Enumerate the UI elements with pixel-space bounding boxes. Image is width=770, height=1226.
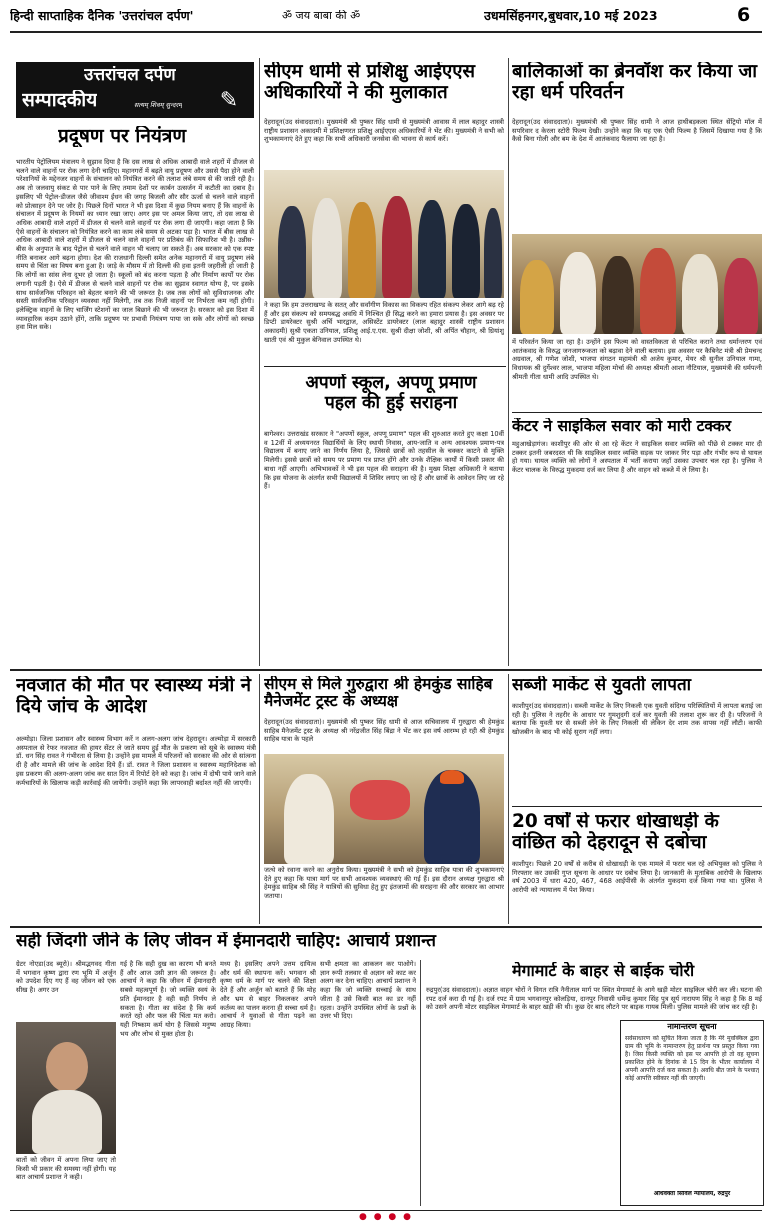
story8-headline: 20 वर्षों से फरार धोखाधड़ी के वांछित को देहरादून से दबोचा [512,812,719,853]
acharya-photo [16,1022,116,1154]
masthead-center: ॐ जय बाबा की ॐ [282,10,361,22]
story5-body: अल्मोड़ा। जिला प्रशासन और स्वास्थ्य विभाग करें न अलग-अलग जांच देहरादून। अल्मोड़ा में सरकारी अस्पताल से रेफर नवजात की हायर सेंटर ले जाते समय हुई मौत के प्रकरण को सूबे के स्वास्थ्य मंत्री डॉ. धन सिंह रावत ने गंभीरता से लिया है। उन्होंने इस मामले में परिजनों को सरकार की ओर से सांत्वना दी है और मामले की जांच के आदेश दिये हैं। डॉ. रावत ने जिला प्रशासन व स्वास्थ्य महानिदेशक को इस प्रकरण की अलग-अलग जांच कर सात दिन में रिपोर्ट देने को कहा है। जांच में दोषी पाये जाने वाले कर्मचारियों के खिलाफ कड़ी कार्रवाई की जायेगी। उन्होंने कहा कि लापरवाही बर्दाश्त नहीं की जाएगी। [16,735,256,787]
editorial-banner [16,62,254,118]
story10-headline: मेगामार्ट के बाहर से बाईक चोरी [512,962,695,980]
story5-headline: नवजात की मौत पर स्वास्थ्य मंत्री ने दिये जांच के आदेश [16,676,252,717]
story7-body: काशीपुर(उद संवाददाता)। सब्जी मार्केट के लिए निकली एक युवती संदिग्ध परिस्थितियों में लापता बताई जा रही है। पुलिस ने तहरीर के आधार पर गुमशुदगी दर्ज कर युवती की तलाश शुरू कर दी है। परिजनों ने बताया कि युवती घर से सब्जी लेने के लिए निकली थी लेकिन देर शाम तक वापस नहीं लौटी। काफी खोजबीन के बाद भी कोई सुराग नहीं लगा। [512,702,762,737]
editorial-body: भारतीय पेट्रोलियम मंत्रालय ने सुझाव दिया है कि दस लाख से अधिक आबादी वाले शहरों में डीजल से चलने वाले वाहनों पर रोक लगा देनी चाहिए। महानगरों में बढ़ते वायु प्रदूषण और उससे पैदा होने वाली परेशानियों के मद्देनजर वाहनों के संचालन को नियंत्रित करने की तलाश लंबे समय से की जाती रही है। अब तो जलवायु संकट से पार पाने के लिए तमाम देशों पर कार्बन उत्सर्जन में कटौती का दबाव है। इसलिए भी पेट्रोल-डीजल जैसे जीवाश्म ईंधन की जगह बिजली और सौर ऊर्जा से चलने वाले वाहनों को प्रोत्साहन देने पर जोर है। पिछले दिनों भारत ने भी इस दिशा में कुछ नियम बनाए हैं कि वाहनों के संचालन में प्रदूषण के नियमों का ध्यान रखा जाए। अगर इस पर अमल किया जाए, तो दस लाख से अधिक आबादी वाले शहरों में डीजल से चलने वाले वाहनों पर रोक लगा दी जाएगी। कहा जाता है कि ऐसे वाहनों के संचालन को नियंत्रित करने का काम लंबे समय से अटका पड़ा है। भारत में बीस लाख से अधिक आबादी वाले शहरों में डीजल से चलने वाले वाहनों पर प्रतिबंध की सिफारिश भी है। उन्नीस-बीस के अनुपात के बाद पेट्रोल से चलने वाले वाहन भी चलाए जा सकते हैं। अब सरकार को एक स्पष्ट नीति बनाकर आगे बढ़ना होगा। देश की राजधानी दिल्ली समेत अनेक महानगरों में वायु प्रदूषण लंबे समय से चिंता का विषय बना हुआ है। जाड़े के मौसम में तो दिल्ली की हवा इतनी जहरीली हो जाती है कि लोगों का सांस लेना दूभर हो जाता है। स्कूलों को बंद करना पड़ता है और निर्माण कार्यों पर रोक लगानी पड़ती है। ऐसे में डीजल से चलने वाले वाहनों पर रोक का सुझाव स्वागत योग्य है, पर इसके साथ सार्वजनिक परिवहन को बेहतर बनाने की भी जरूरत है। जब तक लोगों को सुविधाजनक और सस्ती सार्वजनिक परिवहन व्यवस्था नहीं मिलेगी, तब तक निजी वाहनों पर निर्भरता कम नहीं होगी। इलेक्ट्रिक वाहनों के लिए चार्जिंग स्टेशनों का जाल बिछाने की भी जरूरत है। सरकार को इस दिशा में व्यावहारिक कदम उठाने होंगे, ताकि प्रदूषण पर प्रभावी नियंत्रण पाया जा सके और लोगों को स्वच्छ हवा मिल सके। [16,158,254,332]
notice-title: नामान्तरण सूचना [667,1023,717,1031]
story4-headline: केंटर ने साइकिल सवार को मारी टक्कर [512,418,732,435]
editorial-motto: सत्यम् शिवम् सुन्दरम् [134,101,183,109]
story2-headline: बालिकाओं का ब्रेनवॉश कर किया जा रहा धर्म परिवर्तन [512,62,758,103]
story6-body-cont: जत्थे को रवाना करने का अनुरोध किया। मुख्यमंत्री ने सभी को हेमकुंड साहिब यात्रा की शुभकामनाएं देते हुए कहा कि यात्रा मार्ग पर सभी आवश्यक व्यवस्थाएं की गई हैं। इस दौरान अध्यक्ष गुरुद्वारा श्री हेमकुंड साहिब श्री सिंह ने यात्रियों की सुविधा हेतु हुए इंतजामों की सराहना की और सरकार का आभार जताया। [264,866,504,901]
film-screening-photo [512,234,762,334]
editorial-headline: प्रदूषण पर नियंत्रण [58,126,187,147]
editorial-label: सम्पादकीय [22,90,98,111]
issue-date: उधमसिंहनगर,बुधवार,10 मई 2023 [484,9,658,23]
story3-headline: अपणों स्कूल, अपणू प्रमाण पहल की हुई सराहना [305,374,477,413]
story2-body: देहरादून(उद संवाददाता)। मुख्यमंत्री श्री पुष्कर सिंह धामी ने आज हाथीबड़कला स्थित सेंट्रियो मॉल में सपरिवार द केरला स्टोरी फिल्म देखी। उन्होंने कहा कि यह एक ऐसी फिल्म है जिसमें दिखाया गया है कि कैसे बिना गोली और बम के देश में आतंकवाद फैलाया जा रहा है। [512,118,762,144]
public-notice [620,1020,764,1206]
story9-col1-cont: बातों को जीवन में अपना लिया जाए तो किसी भी प्रकार की समस्या नहीं होगी। यह बात आचार्य प्रशान्त ने कही। [16,1156,116,1182]
trainees-photo [264,170,504,298]
story7-headline: सब्जी मार्केट से युवती लापता [512,676,692,695]
paper-name: हिन्दी साप्ताहिक दैनिक 'उत्तरांचल दर्पण' [10,9,194,23]
editorial-brand: उत्तरांचल दर्पण [84,66,176,85]
story9-col1: ग्रेटर नोएडा(उद ब्यूरो)। श्रीमद्भगवद गीता में भगवान कृष्ण द्वारा रण भूमि में अर्जुन को उपदेश दिए गए हैं वह जीवन को एक सीख है। अगर उन [16,960,116,995]
story9-col3: मध्य है। इसलिए अपने उत्तम दायित्व और धर्म की स्थापना करें। भगवान श्री कृष्ण धर्म के मार्ग पर चलने की शिक्षा देते हैं और अर्जुन को बताते हैं कि मोह और भ्रम से बाहर निकलकर अपने कर्तव्य का पालन करना ही सच्चा धर्म है। आचार्य ने युवाओं से गीता पढ़ने का आग्रह किया। [220,960,316,1029]
story6-body: देहरादून(उद संवाददाता)। मुख्यमंत्री श्री पुष्कर सिंह धामी से आज सचिवालय में गुरुद्वारा श्री हेमकुंड साहिब मैनेजमेंट ट्रस्ट के अध्यक्ष श्री नरेंद्रजीत सिंह बिंद्रा ने भेंट कर इस वर्ष आरम्भ हो रही श्री हेमकुंड साहिब यात्रा के पहले [264,718,504,744]
story8-body: काशीपुर। पिछले 20 वर्षों से करीब से धोखाधड़ी के एक मामले में फरार चल रहे अभियुक्त को पुलिस ने गिरफ्तार कर उसकी गुप्त सूचना के आधार पर दबोच लिया है। जानकारी के मुताबिक आरोपी के खिलाफ वर्ष 2003 में धारा 420, 467, 468 आईपीसी के अंतर्गत मुकदमा दर्ज किया गया था। पुलिस ने आरोपी को न्यायालय में पेश किया। [512,860,762,895]
story1-headline: सीएम धामी से प्रशिक्षु आईएएस अधिकारियों ने की मुलाकात [264,62,476,103]
story6-headline: सीएम से मिले गुरुद्वारा श्री हेमकुंड साहिब मैनेजमेंट ट्रस्ट के अध्यक्ष [264,676,493,711]
story1-body-cont: ने कहा कि हम उत्तराखण्ड के सतत् और सर्वांगीण विकास का विकल्प रहित संकल्प लेकर आगे बढ़ रहे हैं और इस संकल्प को समयबद्ध अवधि में निश्चित ही सिद्ध करने का हमारा प्रयास है। इस अवसर पर डिप्टी डायरेक्टर सुश्री अर्चि भारद्वाज, असिस्टेंट डायरेक्टर (लाल बहादुर शास्त्री राष्ट्रीय प्रशासन अकादमी) सुश्री एकता उनियाल, प्रशिक्षु आई.ए.एस. सुश्री दीक्षा जोशी, श्री अर्पित चौहान, श्री ध्रियांशु खाती एवं श्री मुकुल बेनिवाल उपस्थित थे। [264,301,504,344]
notice-body: सर्वसाधारण को सूचित किया जाता है कि मेरे मुवक्किल द्वारा ग्राम की भूमि के नामान्तरण हेतु प्रार्थना पत्र प्रस्तुत किया गया है। जिस किसी व्यक्ति को इस पर आपत्ति हो तो वह सूचना प्रकाशित होने के दिनांक से 15 दिन के भीतर कार्यालय में अपनी आपत्ति दर्ज करा सकता है। अवधि बीत जाने के पश्चात् कोई आपत्ति स्वीकार नहीं की जाएगी। [625,1035,759,1082]
footer-registration-dots: ● ● ● ● [359,1212,413,1222]
page-number: 6 [737,6,751,26]
notice-signature: अधिवक्ता सिविल न्यायालय, रुद्रपुर [653,1191,731,1197]
story10-body: रुद्रपुर(उद संवाददाता)। अज्ञात वाहन चोरों ने विगत रात्रि नैनीताल मार्ग पर स्थित मेगामार्ट के आगे खड़ी मोटर साइकिल चोरी कर ली। घटना की रपट दर्ज करा दी गई है। दर्ज रपट में ग्राम भगवानपुर कोलड़िया, दानपुर निवासी धर्मेन्द्र कुमार सिंह पुत्र सूर्य नारायण सिंह ने कहा है कि 8 मई को उसने अपनी मोटर साइकिल मेगामार्ट के बाहर खड़ी की थी। कुछ देर बाद लौटने पर बाइक गायब मिली। पुलिस मामले की जांच कर रही है। [426,986,762,1012]
story9-col2: गई है कि सही दुख का कारण भी बनते हैं और आज उसी ज्ञान की जरूरत है। आचार्य ने कहा कि जीवन में ईमानदारी सबसे महत्वपूर्ण है। जो व्यक्ति स्वयं के प्रति ईमानदार है वही सही निर्णय ले सकता है। गीता का संदेश है कि कर्म करते रहो और फल की चिंता मत करो। यही निष्काम कर्म योग है जिससे मनुष्य भय और लोभ से मुक्त होता है। [120,960,216,1038]
story9-col4: सभी क्षमता का आकलन कर पाओगे। ज्ञान रूपी तलवार से अज्ञान को काट कर अलग कर देना चाहिए। आचार्य प्रशान्त ने कहा कि जो व्यक्ति सच्चाई के साथ जीता है उसे किसी बात का डर नहीं रहता। उन्होंने उपस्थित लोगों के प्रश्नों के उत्तर भी दिए। [320,960,416,1021]
story1-body: देहरादून(उद संवाददाता)। मुख्यमंत्री श्री पुष्कर सिंह धामी से मुख्यमंत्री आवास में लाल बहादुर शास्त्री राष्ट्रीय प्रशासन अकादमी में प्रशिक्षणरत प्रशिक्षु आईएएस अधिकारियों ने भेंट की। मुख्यमंत्री ने सभी को शुभकामनाएं देते हुए कहा कि सभी अधिकारी जनसेवा की भावना से कार्य करें। [264,118,504,144]
meeting-photo [264,754,504,864]
quill-icon: ✎ [219,89,239,113]
story9-headline: सही जिंदगी जीने के लिए जीवन में ईमानदारी चाहिए: आचार्य प्रशान्त [16,932,436,951]
story4-body: महुआखेड़ागंज। काशीपुर की ओर से आ रहे केंटर ने साइकिल सवार व्यक्ति को पीछे से टक्कर मार दी टक्कर इतनी जबरदस्त थी कि साइकिल सवार व्यक्ति सड़क पर जाकर गिर पड़ा और गंभीर रूप से घायल हो गया। घायल व्यक्ति को लोगों ने अस्पताल में भर्ती कराया जहाँ उसका उपचार चल रहा है। पुलिस ने केंटर चालक के विरुद्ध मुकदमा दर्ज कर लिया है और वाहन को कब्जे में ले लिया है। [512,440,762,475]
story3-body: बागेश्वर। उत्तराखंड सरकार ने "अपणों स्कूल, अपणू प्रमाण" पहल की शुरुआत करते हुए कक्षा 10वीं व 12वीं में अध्ययनरत विद्यार्थियों के लिए स्थायी निवास, आय-जाति व अन्य आवश्यक प्रमाण-पत्र विद्यालय में बनाए जाने का निर्णय लिया है, जिससे छात्रों को तहसील के चक्कर काटने से मुक्ति मिलेगी। इससे छात्रों को समय पर प्रमाण पत्र प्राप्त होंगे और उनके शैक्षिक कार्यों में किसी प्रकार की बाधा नहीं आएगी। अभिभावकों ने भी इस पहल की सराहना की है। मुख्य शिक्षा अधिकारी ने बताया कि इस योजना के अंतर्गत सभी विद्यालयों में शिविर लगाए जा रहे हैं और छात्रों के आवेदन लिए जा रहे हैं। [264,430,504,491]
story2-body-cont: में परिवर्तन किया जा रहा है। उन्होंने इस फिल्म को वास्तविकता से परिचित कराने तथा धर्मान्तरण एवं आतंकवाद के विरुद्ध जनजागरूकता को बढ़ावा देने वाली बताया। इस अवसर पर कैबिनेट मंत्री श्री प्रेमचन्द अग्रवाल, श्री गणेश जोशी, भाजपा संगठन महामंत्री श्री अजेय कुमार, मेयर श्री सुनील उनियाल गामा, विधायक श्री दुर्गेश्वर लाल, भाजपा महिला मोर्चा की अध्यक्ष श्रीमती आशा नौटियाल, मुख्यमंत्री की धर्मपत्नी श्रीमती गीता धामी आदि उपस्थित थे। [512,338,762,381]
masthead [10,6,762,30]
